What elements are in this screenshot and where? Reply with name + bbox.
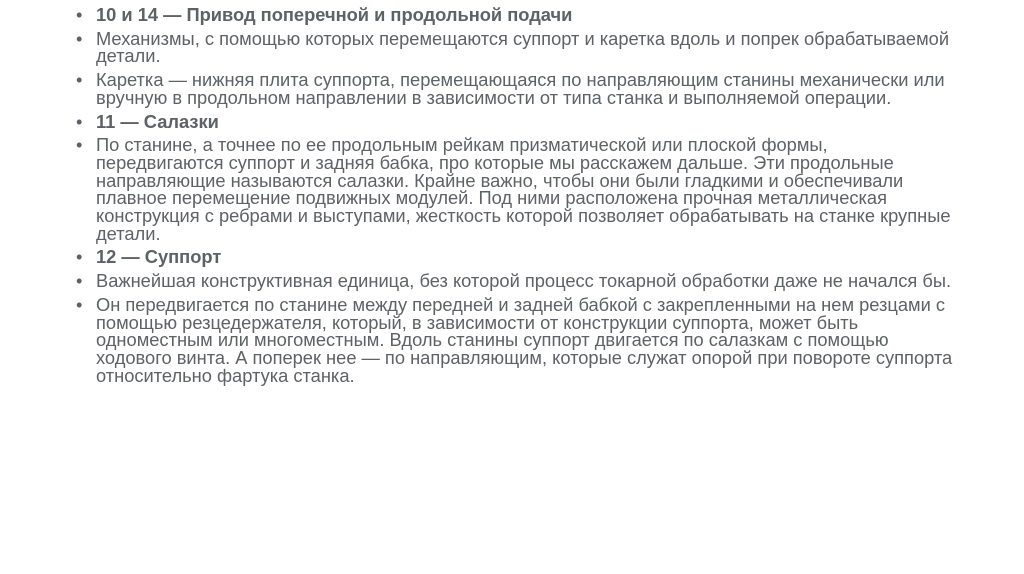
bullet-dot-icon: • bbox=[76, 69, 83, 91]
bullet-heading-support bbox=[76, 248, 956, 266]
bullet-text: 11 — Салазки bbox=[96, 110, 219, 132]
bullet-dot-icon: • bbox=[76, 27, 83, 49]
bullet-heading-feed-drive bbox=[76, 6, 956, 24]
bullet-carriage bbox=[76, 71, 956, 106]
bullet-text: Механизмы, с помощью которых перемещаются суппорт и каретка вдоль и попрек обрабатываемой детали. bbox=[96, 27, 950, 67]
bullet-text: 12 — Суппорт bbox=[96, 246, 222, 268]
bullet-dot-icon: • bbox=[76, 4, 83, 25]
bullet-mechanisms bbox=[76, 27, 956, 67]
bullet-list bbox=[76, 6, 956, 390]
bullet-dot-icon: • bbox=[76, 270, 83, 292]
bullet-support-movement bbox=[76, 293, 956, 386]
bullet-dot-icon: • bbox=[76, 246, 83, 268]
bullet-text: Он передвигается по станине между передней и задней бабкой с закрепленными на нем резцами с помощью резцедержателя, который, в зависимости от конструкции суппорта, может быть одноместным или многоместным. Вдоль станины суппорт двигается по салазкам с помощью ходового винта. А поперек нее — по направляющим, которые служат опорой при повороте суппорта относительно фартука станка. bbox=[96, 293, 953, 386]
bullet-text: По станине, а точнее по ее продольным рейкам призматической или плоской формы, передвигаются суппорт и задняя бабка, про которые мы расскажем дальше. Эти продольные направляющие называются салазки. Крайне важно, чтобы они были гладкими и обеспечивали плавное перемещение подвижных модулей. Под ними расположена прочная металлическая конструкция с ребрами и выступами, жесткость которой позволяет обрабатывать на станке крупные детали. bbox=[96, 134, 951, 244]
bullet-text: Каретка — нижняя плита суппорта, перемещающаяся по направляющим станины механически или вручную в продольном направлении в зависимости от типа станка и выполняемой операции. bbox=[96, 69, 945, 108]
bullet-dot-icon: • bbox=[76, 110, 83, 132]
bullet-dot-icon: • bbox=[76, 293, 83, 315]
bullet-dot-icon: • bbox=[76, 134, 83, 156]
bullet-text: Важнейшая конструктивная единица, без которой процесс токарной обработки даже не начался бы. bbox=[96, 270, 952, 292]
bullet-text: 10 и 14 — Привод поперечной и продольной подачи bbox=[96, 4, 573, 25]
bullet-heading-slides bbox=[76, 110, 956, 132]
bullet-slides-description bbox=[76, 136, 956, 242]
bullet-support-importance bbox=[76, 272, 956, 290]
